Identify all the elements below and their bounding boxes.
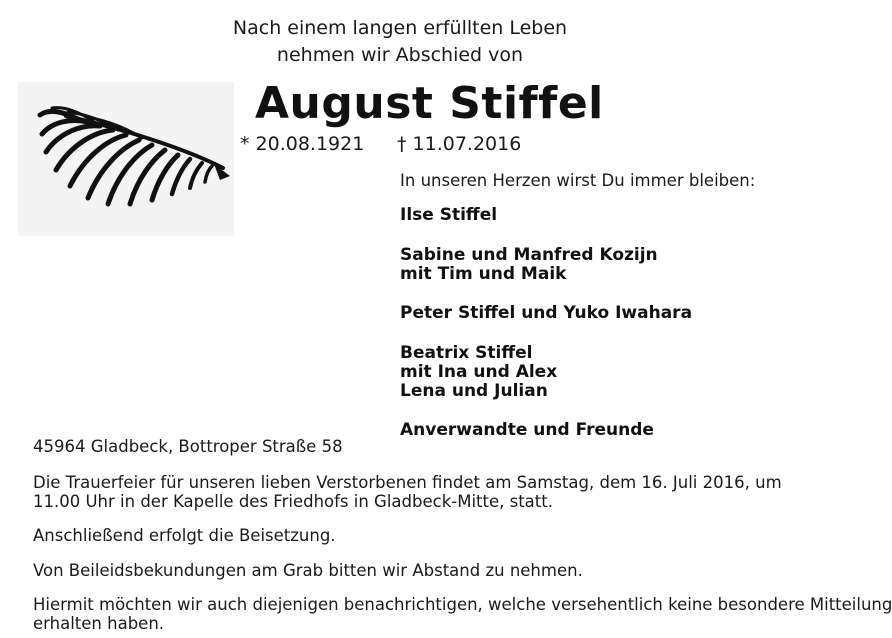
mourner-group [400, 206, 497, 225]
deceased-name: August Stiffel [255, 78, 604, 129]
notice-funeral [33, 473, 782, 511]
mourner-line: mit Ina und Alex [400, 362, 558, 382]
intro-line-1: Nach einem langen erfüllten Leben [232, 17, 568, 39]
mourner-group [400, 304, 692, 323]
notice-information [33, 595, 892, 633]
birth-date: * 20.08.1921 [240, 133, 365, 155]
mourner-line: Beatrix Stiffel [400, 343, 533, 363]
notice-line: erhalten haben. [33, 614, 165, 633]
mourner-line: Ilse Stiffel [400, 205, 498, 225]
mourner-line: Sabine und Manfred Kozijn [400, 245, 658, 265]
death-date: † 11.07.2016 [397, 133, 522, 155]
mourner-group [400, 344, 557, 401]
mourner-group [400, 246, 658, 284]
notice-line: Von Beileidsbekundungen am Grab bitten wir Abstand zu nehmen. [33, 561, 583, 580]
mourner-line: Peter Stiffel und Yuko Iwahara [400, 303, 693, 323]
mourner-line: Lena und Julian [400, 381, 548, 401]
notice-line: 11.00 Uhr in der Kapelle des Friedhofs in Gladbeck-Mitte, statt. [33, 492, 553, 511]
mourner-group [400, 421, 654, 440]
notice-burial [33, 526, 336, 545]
notice-line: Anschließend erfolgt die Beisetzung. [33, 526, 336, 545]
mourners-heading: In unseren Herzen wirst Du immer bleiben: [400, 171, 756, 190]
feather-icon [18, 82, 234, 236]
notice-condolences [33, 561, 583, 580]
notice-line: Hiermit möchten wir auch diejenigen benachrichtigen, welche versehentlich keine besondere Mitteilung [33, 595, 892, 614]
address: 45964 Gladbeck, Bottroper Straße 58 [33, 437, 343, 456]
intro-line-2: nehmen wir Abschied von [276, 44, 524, 66]
notice-line: Die Trauerfeier für unseren lieben Verstorbenen findet am Samstag, dem 16. Juli 2016, um [33, 473, 782, 492]
mourner-line: Anverwandte und Freunde [400, 420, 654, 440]
mourner-line: mit Tim und Maik [400, 264, 567, 284]
